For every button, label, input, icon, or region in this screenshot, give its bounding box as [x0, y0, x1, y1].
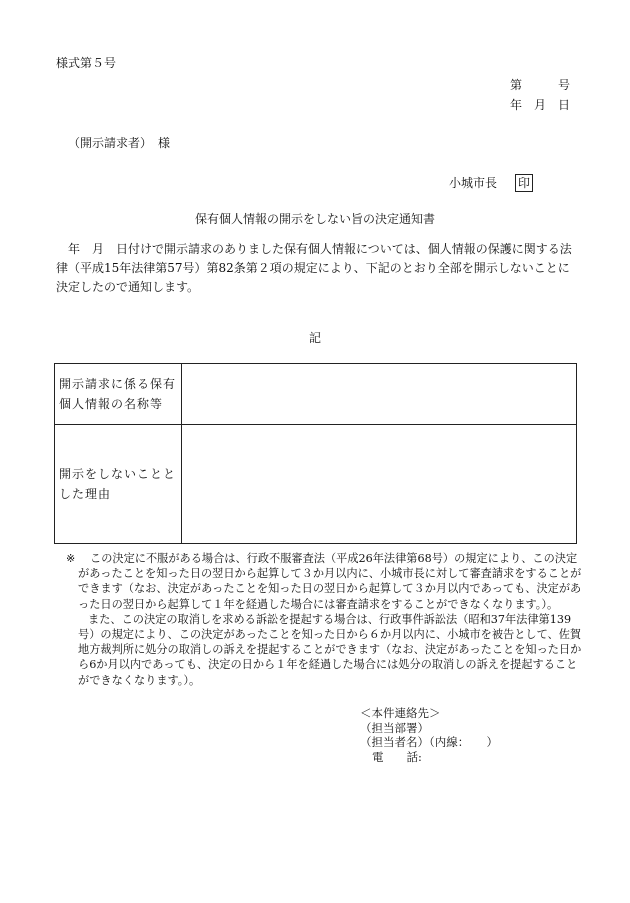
contact-phone: 電 話: — [372, 749, 422, 764]
table-value-reason — [182, 425, 577, 544]
sender-title: 小城市長 — [449, 176, 498, 190]
table-label-name: 開示請求に係る保有個人情報の名称等 — [55, 364, 182, 425]
table-row — [55, 425, 577, 544]
sender-block — [449, 174, 533, 192]
contact-heading: ＜本件連絡先＞ — [360, 706, 441, 720]
document-number: 第 号 — [510, 78, 571, 92]
document-title: 保有個人情報の開示をしない旨の決定通知書 — [194, 212, 435, 226]
table-label-reason: 開示をしないこととした理由 — [55, 425, 182, 544]
table-row — [55, 364, 577, 425]
recipient: （開示請求者） 様 — [68, 136, 171, 150]
notes — [66, 551, 582, 688]
seal-box: 印 — [515, 174, 533, 192]
info-table — [54, 363, 577, 544]
table-value-name — [182, 364, 577, 425]
contact-block — [360, 706, 498, 764]
contact-department: （担当部署） — [360, 720, 429, 735]
ki-heading: 記 — [308, 331, 321, 345]
form-number: 様式第５号 — [56, 56, 117, 70]
body-text: 年 月 日付けで開示請求のありました保有個人情報については、個人情報の保護に関する法律（平成15年法律第57号）第82条第２項の規定により、下記のとおり全部を開示しないことに決定したので通知します。 — [56, 242, 572, 294]
note-2: また、この決定の取消しを求める訴訟を提起する場合は、行政事件訴訟法（昭和37年法律第139号）の規定により、この決定があったことを知った日から６か月以内に、小城市を被告として、佐賀地方裁判所に処分の取消しの訴えを提起することができます（なお、決定があったことを知った日から6か月以内であっても、決定の日から１年を経過した場合には処分の取消しの訴えを提起することができなくなります。）。 — [78, 612, 582, 687]
note-1-text: この決定に不服がある場合は、行政不服審査法（平成26年法律第68号）の規定により、この決定があったことを知った日の翌日から起算して３か月以内に、小城市長に対して審査請求をすることができます（なお、決定があったことを知った日の翌日から起算して３か月以内であっても、決定があった日の翌日から起算して１年を経過した場合には審査請求をすることができなくなります。）。 — [78, 552, 582, 611]
note-mark: ※ — [66, 552, 76, 565]
document-date: 年 月 日 — [510, 98, 571, 112]
contact-person: （担当者名）（内線： ） — [360, 735, 498, 749]
note-1 — [66, 551, 582, 612]
